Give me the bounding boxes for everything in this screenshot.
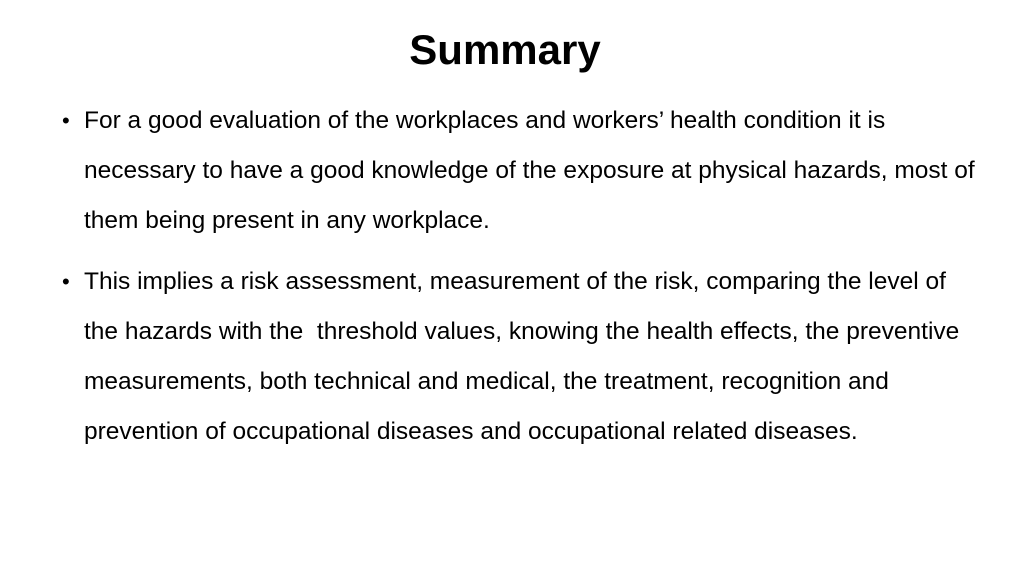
- slide-title: Summary: [409, 26, 601, 73]
- bullet-text: This implies a risk assessment, measurement of the risk, comparing the level of the hazards with the threshold values, knowing the health effects, the preventive measurements, both technical and medical, the treatment, recognition and prevention of occupational diseases and occupational related diseases.: [84, 268, 967, 445]
- bullet-marker: •: [62, 108, 70, 133]
- bullet-text: For a good evaluation of the workplaces and workers’ health condition it is necessary to have a good knowledge of the exposure at physical hazards, most of them being present in any workplace.: [84, 107, 982, 234]
- bullet-item: [62, 96, 982, 246]
- bullet-marker: •: [62, 269, 70, 294]
- bullet-item: [62, 257, 982, 457]
- bullet-list: [62, 96, 982, 468]
